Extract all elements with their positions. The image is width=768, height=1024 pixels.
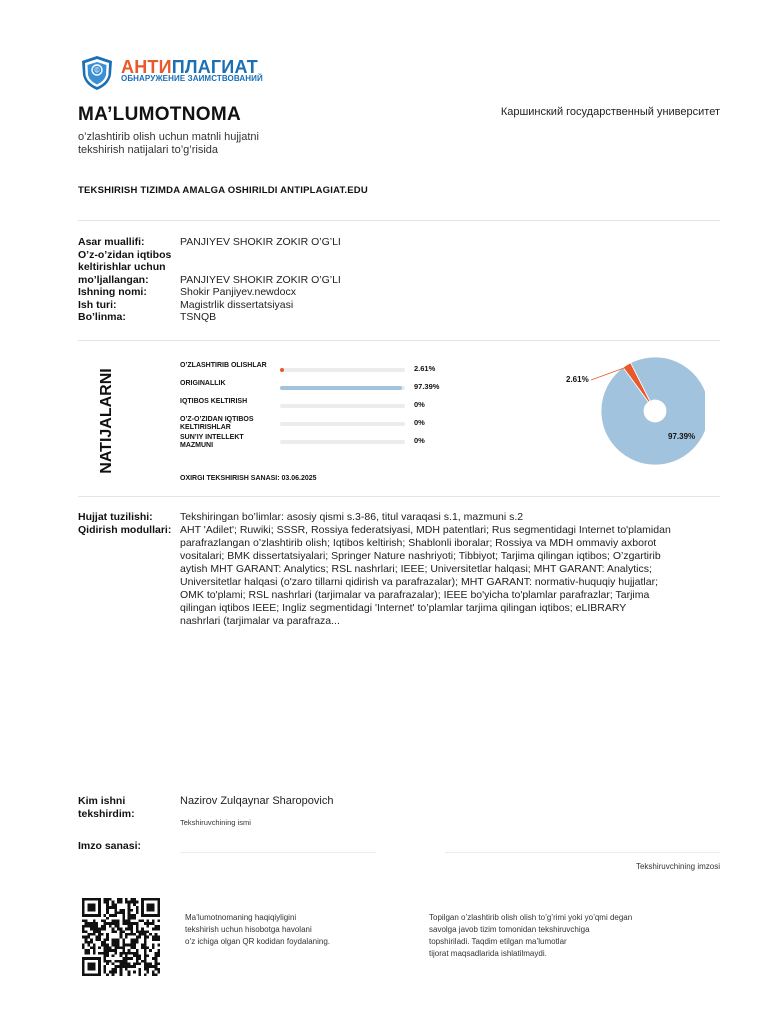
meta-label: keltirishlar uchun xyxy=(78,261,166,273)
result-value: 2.61% xyxy=(414,364,436,373)
sign-date-line xyxy=(180,852,376,853)
footer-line: tekshirish uchun hisobotga havolani xyxy=(185,925,312,934)
footer-line: Ma’lumotnomaning haqiqiyligini xyxy=(185,913,297,922)
meta-row xyxy=(78,286,341,299)
meta-value: TSNQB xyxy=(180,311,217,323)
divider xyxy=(78,220,720,221)
document-structure xyxy=(78,511,720,628)
qr-code-icon xyxy=(82,898,160,976)
shield-icon xyxy=(80,55,114,91)
checker-name: Nazirov Zulqaynar Sharopovich xyxy=(180,795,334,807)
divider xyxy=(78,340,720,341)
meta-label: mo’ljallangan: xyxy=(78,273,149,286)
brand-subtitle: ОБНАРУЖЕНИЕ ЗАИМСТВОВАНИЙ xyxy=(121,74,263,83)
structure-text xyxy=(180,511,720,628)
meta-row xyxy=(78,249,341,262)
meta-label: Ish turi: xyxy=(78,298,117,311)
footer-disclaimer xyxy=(429,912,632,960)
modules-label: Qidirish modullari: xyxy=(78,524,172,536)
result-value: 97.39% xyxy=(414,382,440,391)
last-check-date: OXIRGI TEKSHIRISH SANASI: 03.06.2025 xyxy=(180,475,317,482)
pie-label: 2.61% xyxy=(566,375,589,384)
structure-line: aytish MHT GARANT: Analytics; RSL nashrlari; IEEE; Universitetlar halqasi; MHT GARANT: Analytics; xyxy=(180,563,652,575)
result-bar xyxy=(280,422,405,426)
meta-value: PANJIYEV SHOKIR ZOKIR O’G’LI xyxy=(180,236,341,248)
result-label: IQTIBOS KELTIRISH xyxy=(180,398,248,405)
result-bar xyxy=(280,404,405,408)
checker-label-line: tekshirdim: xyxy=(78,807,135,820)
footer-line: savolga javob tizim tomonidan tekshiruvchiga xyxy=(429,925,590,934)
footer-line: topshiriladi. Taqdim etilgan ma’lumotlar xyxy=(429,937,567,946)
university-name: Каршинский государственный университет xyxy=(500,106,720,118)
structure-line: vositalari; BMK dissertatsiyalari; Springer Nature nashriyoti; Tibbiyot; Tarjima qilingan iqtibos; O’zgartirib xyxy=(180,550,661,562)
result-bar xyxy=(280,440,405,444)
sign-date-label: Imzo sanasi: xyxy=(78,840,142,852)
svg-text:©: © xyxy=(94,67,100,75)
structure-line: qilingan iqtibos IEEE; Ingliz segmentidagi 'Internet' to’plamlar tarjima qilingan iqtibos; eLIBRARY xyxy=(180,602,627,614)
result-value: 0% xyxy=(414,400,425,409)
result-bar xyxy=(280,368,405,372)
meta-row xyxy=(78,274,341,287)
results-title: NATIJALARNI xyxy=(98,368,115,474)
system-line: TEKSHIRISH TIZIMDA AMALGA OSHIRILDI ANTIPLAGIAT.EDU xyxy=(78,185,368,196)
document-title: MA’LUMOTNOMA xyxy=(78,104,241,125)
meta-row xyxy=(78,311,341,324)
result-bar-fill xyxy=(280,368,284,372)
result-bar-fill xyxy=(280,386,402,390)
document-meta xyxy=(78,236,341,324)
pie-label: 97.39% xyxy=(668,432,696,441)
result-label: ORIGINALLIK xyxy=(180,380,226,387)
result-label: SUN’IY INTELLEKT MAZMUNI xyxy=(180,434,244,449)
meta-label: Ishning nomi: xyxy=(78,286,147,298)
pie-slice xyxy=(601,357,705,465)
meta-value: Magistrlik dissertatsiyasi xyxy=(180,298,294,311)
footer-line: Topilgan o’zlashtirib olish olish to’g’rimi yoki yo’qmi degan xyxy=(429,913,633,922)
meta-value: PANJIYEV SHOKIR ZOKIR O’G’LI xyxy=(180,273,341,286)
brand-part1: АНТИ xyxy=(121,57,172,77)
result-value: 0% xyxy=(414,436,425,445)
structure-row xyxy=(78,511,720,628)
meta-label: Asar muallifi: xyxy=(78,236,145,248)
meta-row xyxy=(78,299,341,312)
signature-caption: Tekshiruvchining imzosi xyxy=(635,862,720,871)
document-subtitle xyxy=(78,131,259,157)
meta-value: Shokir Panjiyev.newdocx xyxy=(180,286,296,298)
results-pie-chart xyxy=(555,346,705,476)
result-bar xyxy=(280,386,405,390)
structure-line: parafrazlangan o’zlashtirib olish; Iqtibos keltirish; Shablonli iboralar; Rossiya va MDH ommaviy axborot xyxy=(180,537,657,549)
checker-label-line: Kim ishni xyxy=(78,795,126,807)
results-vertical-title xyxy=(96,368,116,474)
divider xyxy=(78,496,720,497)
structure-line: Universitetlar halqasi (o'zaro tillarni qidirish va parafrazalar); MHT GARANT: normativ-huquqiy hujjatlar; xyxy=(180,576,658,588)
result-value: 0% xyxy=(414,418,425,427)
result-label: O’ZLASHTIRIB OLISHLAR xyxy=(180,362,267,369)
subtitle-line: o’zlashtirib olish uchun matnli hujjatni xyxy=(78,131,259,143)
meta-row xyxy=(78,236,341,249)
structure-label: Hujjat tuzilishi: xyxy=(78,511,153,523)
structure-line: Tekshiringan bo’limlar: asosiy qismi s.3-86, titul varaqasi s.1, mazmuni s.2 xyxy=(180,511,524,523)
result-label: O’Z-O’ZIDAN IQTIBOS KELTIRISHLAR xyxy=(180,416,254,431)
checker-name-caption: Tekshiruvchining ismi xyxy=(180,818,251,827)
footer-line: o’z ichiga olgan QR kodidan foydalaning. xyxy=(185,937,330,946)
signature-line xyxy=(445,852,720,853)
structure-labels xyxy=(78,511,180,628)
structure-line: OMK to'plami; RSL nashrlari (tarjimalar va parafrazalar); IEEE bo'yicha to'plamlar parafrazlar; Tarjima xyxy=(180,589,650,601)
meta-row xyxy=(78,261,341,274)
meta-label: Bo’linma: xyxy=(78,311,126,323)
structure-line: AHT 'Adilet'; Ruwiki; SSSR, Rossiya federatsiyasi, MDH patentlari; Rus segmentidagi Internet to'plamidan xyxy=(180,524,671,536)
footer-qr-note xyxy=(185,912,330,948)
brand-part2: ПЛАГИАТ xyxy=(171,57,258,77)
meta-label: O’z-o’zidan iqtibos xyxy=(78,248,172,261)
subtitle-line: tekshirish natijalari to’g’risida xyxy=(78,144,219,156)
footer-line: tijorat maqsadlarida ishlatilmaydi. xyxy=(429,949,547,958)
checker-label xyxy=(78,795,135,820)
structure-line: nashrlari (tarjimalar va parafraza... xyxy=(180,615,340,627)
